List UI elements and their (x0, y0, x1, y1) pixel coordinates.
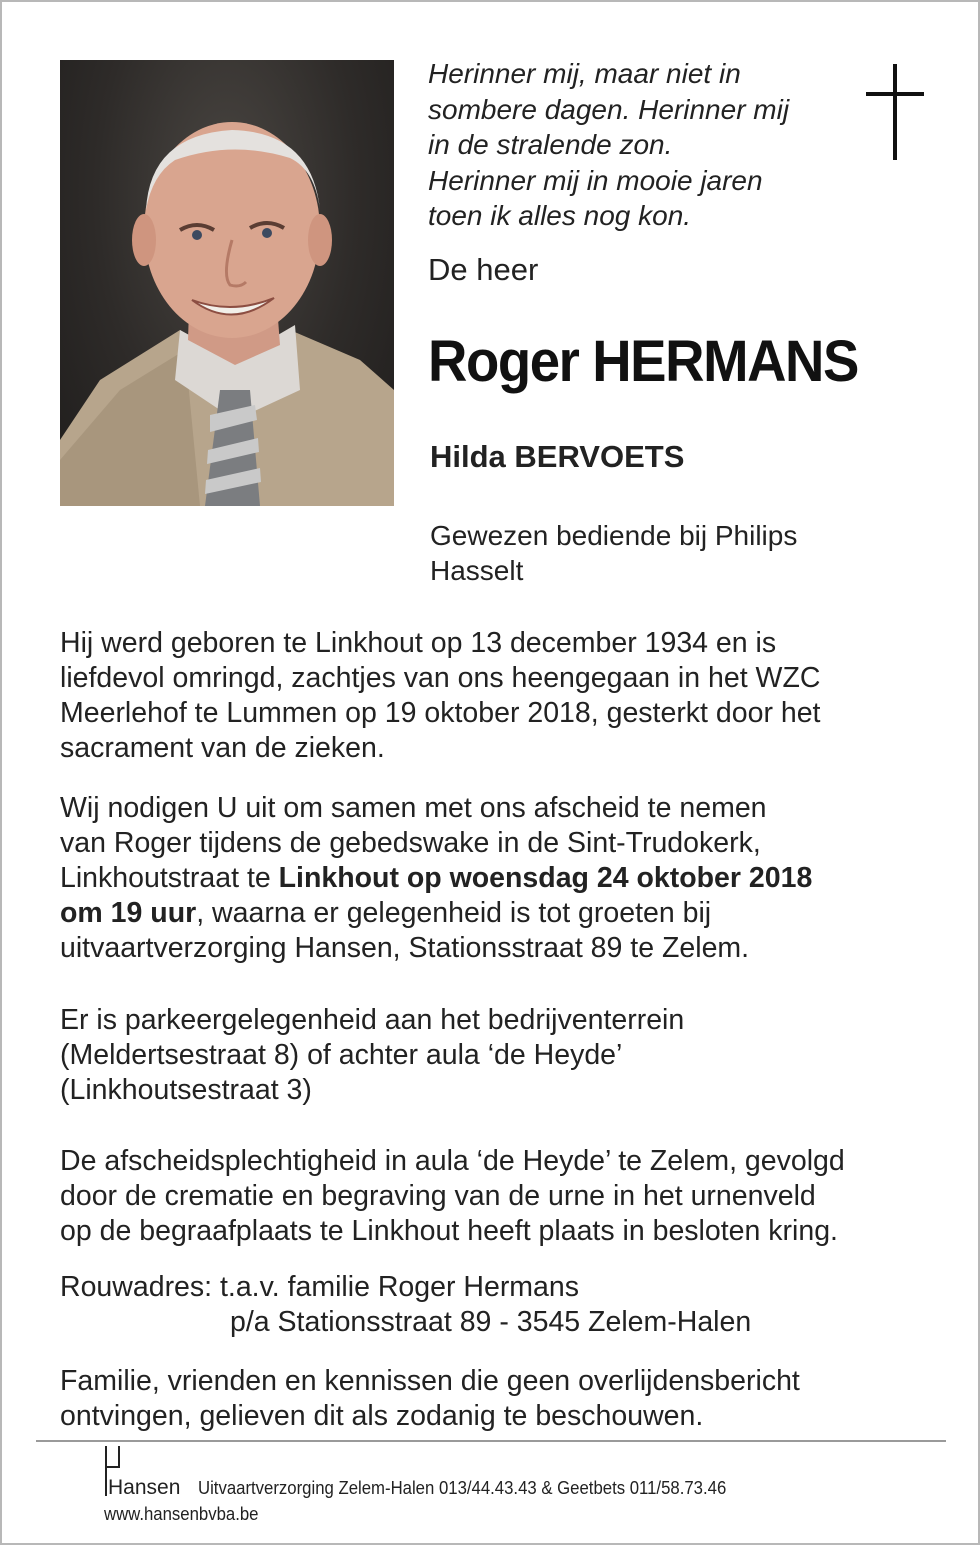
deceased-name: Roger HERMANS (428, 329, 858, 394)
poem-line: toen ik alles nog kon. (428, 200, 692, 231)
parking-paragraph (60, 1003, 940, 1108)
paragraph-line: Er is parkeergelegenheid aan het bedrijventerrein (60, 1004, 685, 1036)
occupation-line: Gewezen bediende bij Philips (430, 520, 798, 551)
closing-paragraph (60, 1364, 940, 1434)
paragraph-line: Familie, vrienden en kennissen die geen overlijdensbericht (60, 1365, 800, 1397)
salutation: De heer (428, 252, 539, 287)
poem-line: in de stralende zon. (428, 129, 673, 160)
address-line: Rouwadres: t.a.v. familie Roger Hermans (60, 1271, 579, 1303)
wake-time: om 19 uur (60, 897, 197, 929)
wake-text: Linkhoutstraat te (60, 862, 279, 894)
footer-divider (36, 1440, 946, 1442)
paragraph-line: ontvingen, gelieven dit als zodanig te beschouwen. (60, 1400, 704, 1432)
paragraph-line: sacrament van de zieken. (60, 732, 385, 764)
portrait-photo (60, 60, 394, 506)
cross-icon (864, 64, 926, 169)
ceremony-paragraph (60, 1144, 940, 1249)
wake-paragraph (60, 791, 940, 966)
footer-url[interactable]: www.hansenbvba.be (104, 1504, 259, 1524)
occupation (430, 518, 797, 588)
paragraph-line: Wij nodigen U uit om samen met ons afscheid te nemen (60, 792, 767, 824)
paragraph-line: De afscheidsplechtigheid in aula ‘de Heyde’ te Zelem, gevolgd (60, 1145, 845, 1177)
paragraph-line (60, 896, 940, 931)
poem (428, 56, 858, 234)
paragraph-line: Meerlehof te Lummen op 19 oktober 2018, gesterkt door het (60, 697, 821, 729)
wake-text: , waarna er gelegenheid is tot groeten bij (196, 897, 712, 929)
paragraph-line: liefdevol omringd, zachtjes van ons heengegaan in het WZC (60, 662, 821, 694)
paragraph-line: uitvaartverzorging Hansen, Stationsstraat 89 te Zelem. (60, 932, 750, 964)
poem-line: sombere dagen. Herinner mij (428, 93, 790, 125)
paragraph-line: (Meldertsestraat 8) of achter aula ‘de Heyde’ (60, 1039, 623, 1071)
wake-date: Linkhout op woensdag 24 oktober 2018 (278, 862, 813, 894)
paragraph-line: op de begraafplaats te Linkhout heeft plaats in besloten kring. (60, 1215, 838, 1247)
poem-line: Herinner mij in mooie jaren (428, 164, 763, 196)
birth-paragraph (60, 626, 940, 766)
address-line: p/a Stationsstraat 89 - 3545 Zelem-Halen (230, 1306, 752, 1338)
poem-line: Herinner mij, maar niet in (428, 58, 741, 89)
paragraph-line: door de crematie en begraving van de urne in het urnenveld (60, 1180, 816, 1212)
paragraph-line (60, 861, 940, 896)
paragraph-line: Hij werd geboren te Linkhout op 13 december 1934 en is (60, 627, 777, 659)
occupation-line: Hasselt (430, 555, 524, 586)
paragraph-line: (Linkhoutsestraat 3) (60, 1074, 312, 1106)
paragraph-line: van Roger tijdens de gebedswake in de Sint-Trudokerk, (60, 827, 761, 859)
logo-text: Hansen (108, 1476, 181, 1499)
spouse-name: Hilda BERVOETS (430, 439, 685, 474)
address-paragraph (60, 1270, 940, 1340)
footer-contact: Uitvaartverzorging Zelem-Halen 013/44.43.43 & Geetbets 011/58.73.46 (198, 1478, 727, 1498)
